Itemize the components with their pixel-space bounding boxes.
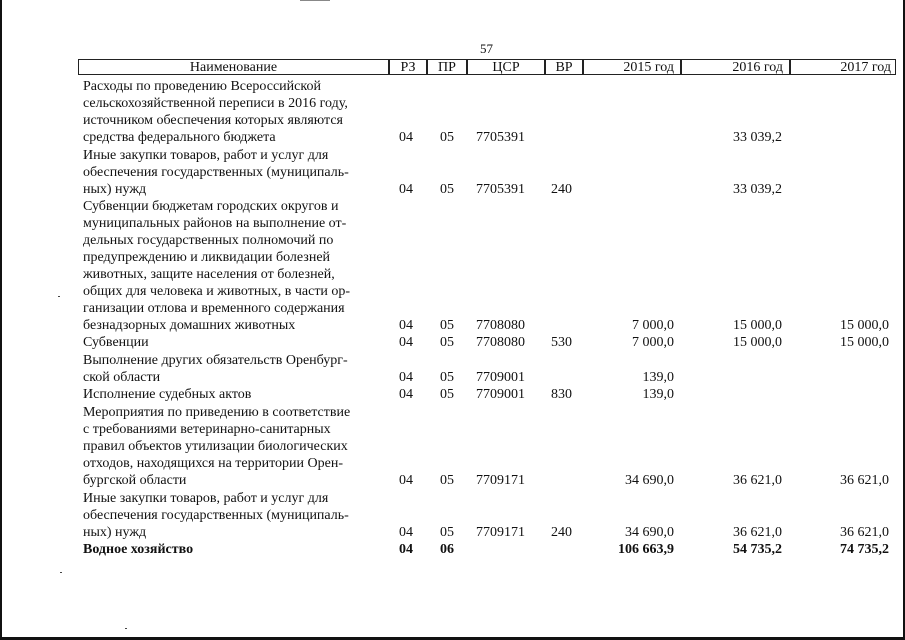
cell-2016: 33 039,2 [733,182,782,197]
cell-csr: 7708080 [476,335,525,350]
row-name: Мероприятия по приведению в соответствие с требованиями ветеринарно-санитарных правил объектов утилизации биологических отходов, находящихся на территории Орен- бургской области [83,405,351,488]
cell-rz: 04 [399,370,413,385]
cell-2015: 106 663,9 [618,542,674,557]
cell-csr: 7705391 [476,182,525,197]
col-header-name: Наименование [78,59,389,75]
cell-rz: 04 [399,473,413,488]
col-header-rz: РЗ [389,59,427,75]
cell-csr: 7705391 [476,130,525,145]
col-header-2017: 2017 год [790,59,896,75]
cell-pr: 06 [440,542,454,557]
cell-vr: 240 [551,525,572,540]
cell-csr: 7709001 [476,387,525,402]
cell-2017: 36 621,0 [840,525,889,540]
cell-csr: 7709001 [476,370,525,385]
cell-pr: 05 [440,370,454,385]
scan-speck [58,296,60,297]
cell-csr: 7708080 [476,318,525,333]
cell-rz: 04 [399,525,413,540]
row-name: Выполнение других обязательств Оренбург- ской области [83,353,348,385]
col-header-2015: 2015 год [583,59,681,75]
cell-pr: 05 [440,130,454,145]
cell-rz: 04 [399,182,413,197]
cell-2015: 139,0 [642,370,674,385]
cell-2016: 33 039,2 [733,130,782,145]
cell-pr: 05 [440,182,454,197]
cell-2015: 139,0 [642,387,674,402]
cell-csr: 7709171 [476,473,525,488]
cell-2016: 36 621,0 [733,525,782,540]
row-name: Расходы по проведению Всероссийской сельскохозяйственной переписи в 2016 году, источником обеспечения которых являются средства федерального бюджета [83,79,348,145]
cell-2016: 36 621,0 [733,473,782,488]
cell-pr: 05 [440,335,454,350]
cell-csr: 7709171 [476,525,525,540]
row-name: Субвенции бюджетам городских округов и муниципальных районов на выполнение от- дельных государственных полномочий по предупреждению и ликвидации болезней животных, защите населения от болезней, общих для человека и животных, в части ор- ганизации отлова и временного содержания безнадзорных домашних животных [83,199,351,333]
col-header-pr: ПР [427,59,467,75]
row-name: Исполнение судебных актов [83,387,252,402]
cell-2015: 34 690,0 [625,473,674,488]
cell-2015: 34 690,0 [625,525,674,540]
cell-rz: 04 [399,318,413,333]
cell-vr: 830 [551,387,572,402]
col-header-csr: ЦСР [467,59,545,75]
cell-2016: 15 000,0 [733,318,782,333]
cell-2017: 15 000,0 [840,318,889,333]
cell-rz: 04 [399,335,413,350]
cell-2015: 7 000,0 [632,335,674,350]
cell-2017: 74 735,2 [840,542,889,557]
row-name: Водное хозяйство [83,542,194,557]
cell-rz: 04 [399,130,413,145]
cell-2017: 15 000,0 [840,335,889,350]
cell-2017: 36 621,0 [840,473,889,488]
cell-pr: 05 [440,525,454,540]
row-name: Иные закупки товаров, работ и услуг для обеспечения государственных (муниципаль- ных) нужд [83,148,349,197]
cell-rz: 04 [399,542,413,557]
page-number: 57 [480,41,493,56]
col-header-2016: 2016 год [681,59,790,75]
scan-left-edge [0,0,2,640]
cell-2015: 7 000,0 [632,318,674,333]
scan-top-mark [300,0,330,1]
row-name: Иные закупки товаров, работ и услуг для обеспечения государственных (муниципаль- ных) нужд [83,491,349,540]
cell-pr: 05 [440,387,454,402]
cell-pr: 05 [440,473,454,488]
cell-pr: 05 [440,318,454,333]
scan-speck [60,572,62,573]
cell-2016: 54 735,2 [733,542,782,557]
row-name: Субвенции [83,335,149,350]
cell-vr: 530 [551,335,572,350]
col-header-vr: ВР [545,59,583,75]
scan-speck [125,628,127,629]
cell-rz: 04 [399,387,413,402]
cell-2016: 15 000,0 [733,335,782,350]
cell-vr: 240 [551,182,572,197]
